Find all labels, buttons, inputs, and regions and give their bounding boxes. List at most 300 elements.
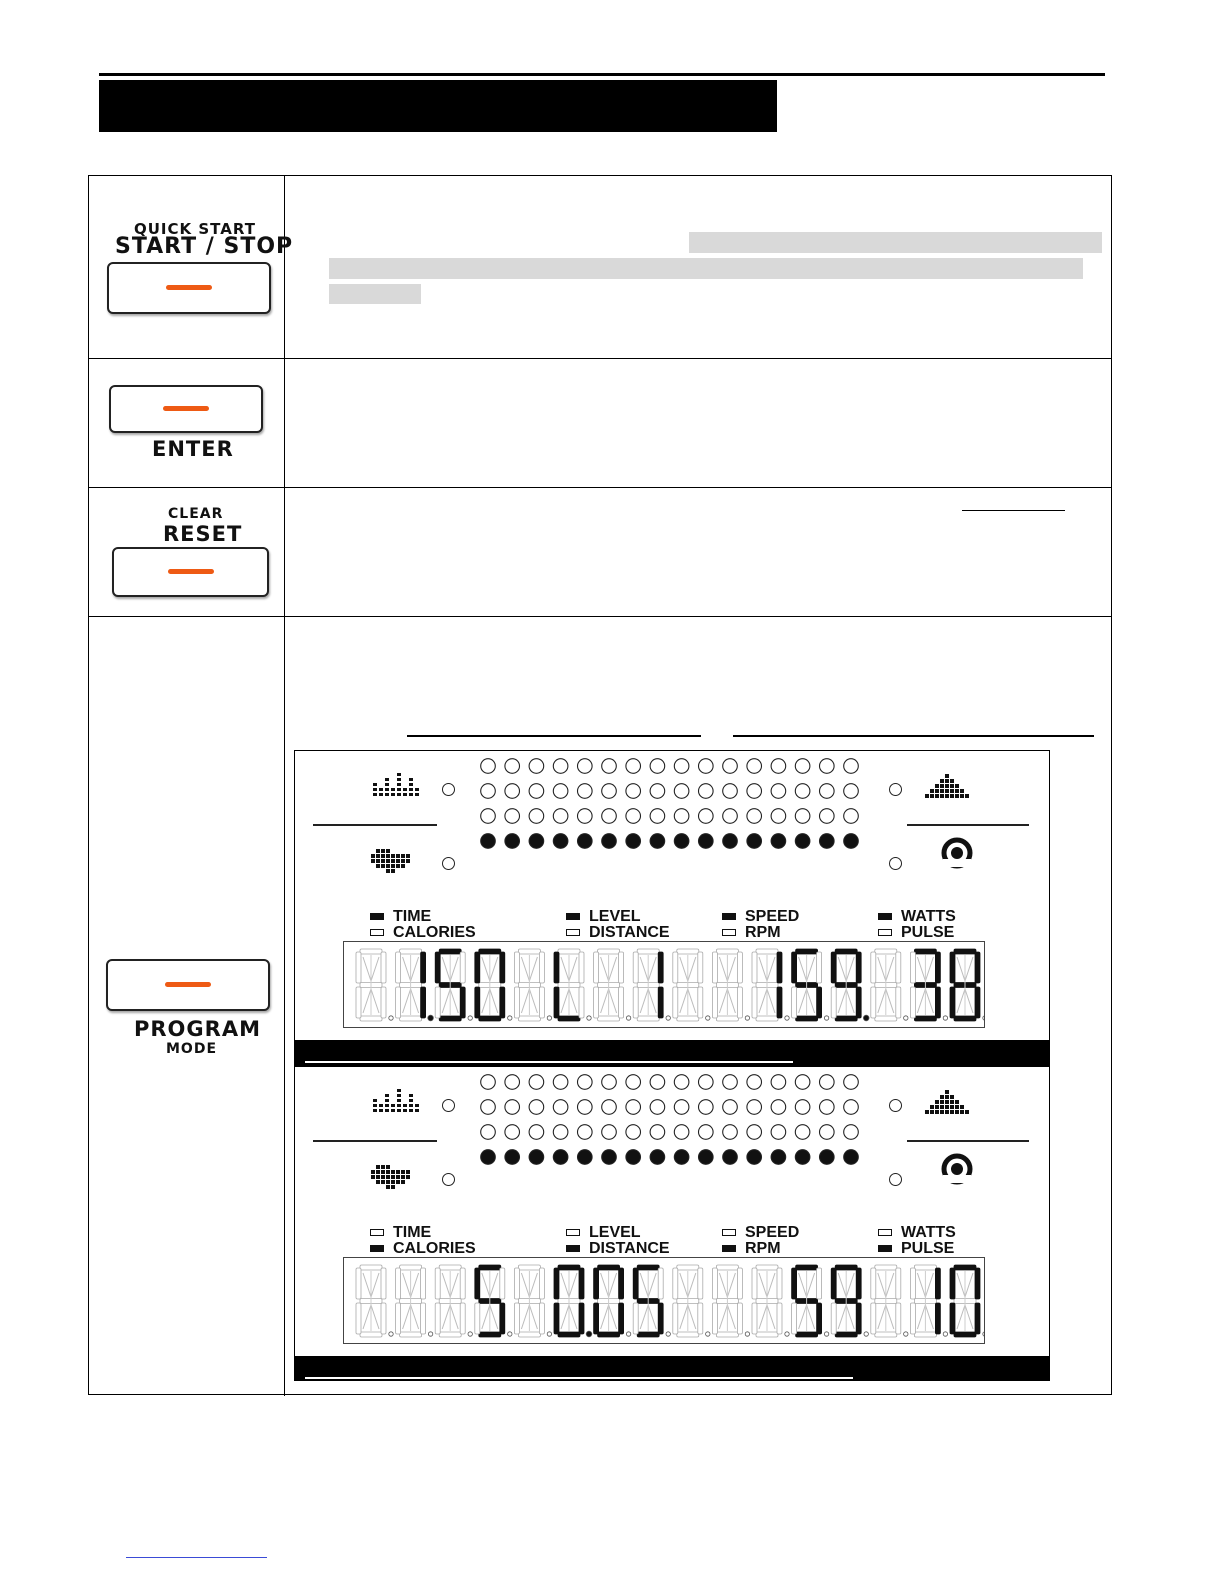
define-user-icon	[937, 837, 977, 873]
indicator-led	[722, 1245, 736, 1252]
profile-dot	[553, 784, 568, 799]
profile-dot	[723, 759, 738, 774]
caption-underline	[305, 1377, 853, 1379]
program-select-ring	[442, 857, 455, 870]
decimal-point	[586, 1331, 592, 1337]
profile-dot	[626, 1150, 641, 1165]
profile-dot	[844, 1075, 859, 1090]
profile-dot	[771, 1100, 786, 1115]
indicator-led	[878, 1229, 892, 1236]
profile-dot	[747, 1150, 762, 1165]
decimal-point	[863, 1015, 869, 1021]
profile-dot	[553, 1150, 568, 1165]
profile-dot	[578, 1100, 593, 1115]
indicator-label: SPEED	[745, 1224, 800, 1241]
highlight-line-1	[689, 232, 1102, 253]
profile-dot	[771, 834, 786, 849]
profile-dot	[602, 1150, 617, 1165]
lcd-digit	[554, 949, 584, 1021]
mode-label: MODE	[166, 1041, 218, 1057]
profile-dot	[844, 784, 859, 799]
profile-dot	[529, 1150, 544, 1165]
profile-dot	[674, 1100, 689, 1115]
enter-label: ENTER	[152, 437, 234, 461]
profile-dot	[795, 1125, 810, 1140]
profile-dot	[529, 1100, 544, 1115]
profile-dot	[602, 1100, 617, 1115]
profile-dot	[529, 759, 544, 774]
profile-dot	[820, 1100, 835, 1115]
caption-underline	[305, 1061, 793, 1063]
indicator-label: LEVEL	[589, 908, 641, 925]
profile-dot	[674, 809, 689, 824]
decimal-point	[547, 1016, 551, 1020]
interval-icon	[369, 767, 429, 797]
profile-dot	[699, 1125, 714, 1140]
start-stop-button[interactable]	[107, 262, 271, 314]
profile-dot	[650, 1075, 665, 1090]
indicator-label: CALORIES	[393, 924, 476, 941]
indicator-label: RPM	[745, 924, 781, 941]
profile-dot	[650, 809, 665, 824]
lcd-digit	[752, 949, 782, 1021]
indicator-led	[878, 1245, 892, 1252]
profile-dot	[602, 784, 617, 799]
decimal-point	[983, 1332, 984, 1336]
indicator-speed	[722, 1225, 799, 1241]
decimal-point	[904, 1016, 908, 1020]
program-select-ring	[889, 1099, 902, 1112]
footer-link-underline	[126, 1557, 267, 1558]
heart-rate-icon	[367, 845, 417, 875]
lcd-digit	[633, 1265, 663, 1337]
lcd-digit	[871, 1265, 901, 1337]
lcd-digit	[712, 949, 742, 1021]
profile-dot	[481, 1150, 496, 1165]
button-led	[163, 406, 209, 411]
define-user-icon	[937, 1153, 977, 1189]
profile-dot	[481, 784, 496, 799]
indicator-watts	[878, 909, 956, 925]
lcd-digit	[673, 1265, 703, 1337]
profile-dot	[529, 809, 544, 824]
profile-dot	[505, 1075, 520, 1090]
lcd-digit	[910, 1265, 940, 1337]
profile-dot	[626, 1125, 641, 1140]
program-separator	[313, 824, 437, 826]
lcd-digit	[396, 1265, 426, 1337]
indicator-label: WATTS	[901, 908, 956, 925]
program-select-ring	[889, 1173, 902, 1186]
profile-dot	[602, 834, 617, 849]
enter-button[interactable]	[109, 385, 263, 433]
profile-dot	[674, 834, 689, 849]
profile-dot	[699, 1075, 714, 1090]
profile-dot	[820, 784, 835, 799]
profile-dot	[481, 759, 496, 774]
decimal-point	[468, 1016, 472, 1020]
indicator-label: CALORIES	[393, 1240, 476, 1257]
indicator-calories	[370, 1241, 476, 1257]
profile-dot	[747, 809, 762, 824]
indicator-calories	[370, 925, 476, 941]
program-separator	[907, 1140, 1029, 1142]
profile-dot	[723, 1125, 738, 1140]
decimal-point	[626, 1016, 630, 1020]
profile-dot	[674, 1125, 689, 1140]
indicator-led	[722, 913, 736, 920]
clear-label: CLEAR	[168, 506, 224, 522]
button-cell	[89, 617, 285, 1396]
decimal-point	[943, 1016, 947, 1020]
profile-dot	[844, 809, 859, 824]
profile-dot	[795, 784, 810, 799]
indicator-distance	[566, 1241, 670, 1257]
profile-dot-matrix	[479, 755, 869, 859]
profile-dot	[747, 784, 762, 799]
profile-dot	[674, 1150, 689, 1165]
profile-dot	[578, 784, 593, 799]
button-cell	[89, 176, 294, 358]
program-select-ring	[442, 1173, 455, 1186]
profile-dot	[747, 834, 762, 849]
profile-dot	[699, 784, 714, 799]
lcd-display-1	[294, 750, 1050, 1066]
program-separator	[907, 824, 1029, 826]
lcd-digit	[356, 949, 386, 1021]
lcd-display-2	[294, 1066, 1050, 1381]
profile-dot	[820, 1150, 835, 1165]
indicator-led	[878, 929, 892, 936]
indicator-label: DISTANCE	[589, 924, 670, 941]
profile-dot	[699, 1100, 714, 1115]
lcd-digit	[752, 1265, 782, 1337]
lcd-digit	[594, 949, 624, 1021]
indicator-level	[566, 909, 641, 925]
profile-dot	[529, 1075, 544, 1090]
profile-dot	[820, 834, 835, 849]
indicator-level	[566, 1225, 641, 1241]
reset-button[interactable]	[112, 547, 269, 597]
decimal-point	[428, 1015, 434, 1021]
indicator-label: WATTS	[901, 1224, 956, 1241]
program-select-ring	[442, 1099, 455, 1112]
indicator-label: TIME	[393, 1224, 432, 1241]
button-led	[166, 285, 212, 290]
indicator-led	[566, 1229, 580, 1236]
lcd-digit	[831, 1265, 861, 1337]
profile-dot	[553, 1075, 568, 1090]
underline-mark	[733, 735, 1094, 737]
lcd-digit	[950, 949, 980, 1021]
profile-dot	[795, 809, 810, 824]
profile-dot	[602, 1075, 617, 1090]
profile-dot	[771, 809, 786, 824]
indicator-label: LEVEL	[589, 1224, 641, 1241]
profile-dot	[795, 1150, 810, 1165]
profile-dot	[505, 759, 520, 774]
profile-dot	[505, 1150, 520, 1165]
profile-dot	[747, 1125, 762, 1140]
profile-dot	[723, 1150, 738, 1165]
profile-dot	[553, 834, 568, 849]
panel-caption-band	[295, 1040, 1049, 1066]
indicator-led	[722, 1229, 736, 1236]
lcd-digit	[554, 1265, 584, 1337]
profile-dot	[626, 809, 641, 824]
profile-dot	[723, 1100, 738, 1115]
highlight-line-2	[329, 258, 1083, 279]
button-cell	[89, 359, 285, 487]
profile-dot	[699, 809, 714, 824]
profile-dot	[844, 759, 859, 774]
decimal-point	[508, 1332, 512, 1336]
program-button[interactable]	[106, 959, 270, 1011]
profile-dot	[578, 834, 593, 849]
profile-dot	[650, 1150, 665, 1165]
program-label: PROGRAM	[134, 1017, 261, 1041]
segment-display	[343, 941, 985, 1028]
profile-dot	[626, 1075, 641, 1090]
profile-dot	[578, 759, 593, 774]
highlight-line-3	[329, 284, 421, 304]
profile-dot	[529, 1125, 544, 1140]
indicator-label: DISTANCE	[589, 1240, 670, 1257]
segment-display	[343, 1257, 985, 1344]
indicator-label: SPEED	[745, 908, 800, 925]
indicator-rpm	[722, 1241, 781, 1257]
profile-dot	[626, 1100, 641, 1115]
profile-dot	[481, 809, 496, 824]
profile-dot	[650, 834, 665, 849]
lcd-digit	[950, 1265, 980, 1337]
profile-dot	[771, 1125, 786, 1140]
indicator-time	[370, 909, 431, 925]
profile-dot	[723, 809, 738, 824]
decimal-point	[508, 1016, 512, 1020]
underline-mark	[962, 510, 1065, 511]
decimal-point	[706, 1332, 710, 1336]
profile-dot	[650, 759, 665, 774]
profile-dot	[795, 1075, 810, 1090]
profile-dot	[820, 809, 835, 824]
profile-dot	[747, 1075, 762, 1090]
decimal-point	[389, 1016, 393, 1020]
button-cell	[89, 488, 285, 616]
profile-dot	[626, 784, 641, 799]
profile-dot	[650, 784, 665, 799]
profile-dot	[578, 1075, 593, 1090]
lcd-digit	[871, 949, 901, 1021]
lcd-digit	[475, 949, 505, 1021]
profile-dot	[553, 759, 568, 774]
decimal-point	[785, 1332, 789, 1336]
panel-caption-band	[295, 1356, 1049, 1381]
profile-dot	[795, 759, 810, 774]
profile-dot	[674, 784, 689, 799]
decimal-point	[824, 1332, 828, 1336]
profile-dot	[699, 834, 714, 849]
profile-dot	[723, 834, 738, 849]
lcd-digit	[673, 949, 703, 1021]
row-start-stop	[89, 176, 1111, 359]
profile-dot	[844, 1150, 859, 1165]
indicator-led	[566, 929, 580, 936]
profile-dot	[481, 1100, 496, 1115]
profile-dot	[844, 1125, 859, 1140]
profile-dot	[723, 1075, 738, 1090]
lcd-digit	[712, 1265, 742, 1337]
decimal-point	[706, 1016, 710, 1020]
mountain-icon	[921, 767, 981, 799]
profile-dot	[820, 1125, 835, 1140]
decimal-point	[666, 1332, 670, 1336]
section-title-bar	[99, 80, 777, 132]
header-rule	[99, 73, 1105, 76]
profile-dot	[795, 834, 810, 849]
profile-dot	[674, 759, 689, 774]
profile-dot	[626, 759, 641, 774]
decimal-point	[587, 1016, 591, 1020]
decimal-point	[389, 1332, 393, 1336]
lcd-digit	[356, 1265, 386, 1337]
mountain-icon	[921, 1083, 981, 1115]
program-select-ring	[889, 857, 902, 870]
profile-dot	[723, 784, 738, 799]
indicator-watts	[878, 1225, 956, 1241]
profile-dot	[553, 1100, 568, 1115]
program-select-ring	[889, 783, 902, 796]
profile-dot	[771, 784, 786, 799]
decimal-point	[745, 1016, 749, 1020]
profile-dot-matrix	[479, 1071, 869, 1175]
profile-dot	[820, 759, 835, 774]
profile-dot	[699, 1150, 714, 1165]
profile-dot	[602, 1125, 617, 1140]
decimal-point	[904, 1332, 908, 1336]
indicator-pulse	[878, 925, 954, 941]
profile-dot	[481, 834, 496, 849]
decimal-point	[666, 1016, 670, 1020]
lcd-digit	[475, 1265, 505, 1337]
underline-mark	[407, 735, 701, 737]
profile-dot	[820, 1075, 835, 1090]
profile-dot	[650, 1125, 665, 1140]
lcd-digit	[792, 949, 822, 1021]
indicator-pulse	[878, 1241, 954, 1257]
indicator-led	[370, 929, 384, 936]
lcd-digit	[514, 1265, 544, 1337]
decimal-point	[943, 1332, 947, 1336]
profile-dot	[505, 834, 520, 849]
profile-dot	[578, 809, 593, 824]
profile-dot	[747, 759, 762, 774]
profile-dot	[553, 1125, 568, 1140]
profile-dot	[578, 1150, 593, 1165]
indicator-speed	[722, 909, 799, 925]
lcd-digit	[435, 1265, 465, 1337]
indicator-led	[566, 1245, 580, 1252]
indicator-time	[370, 1225, 431, 1241]
profile-dot	[699, 759, 714, 774]
decimal-point	[547, 1332, 551, 1336]
program-separator	[313, 1140, 437, 1142]
profile-dot	[626, 834, 641, 849]
profile-dot	[771, 1150, 786, 1165]
lcd-digit	[594, 1265, 624, 1337]
profile-dot	[747, 1100, 762, 1115]
lcd-digit	[396, 949, 426, 1021]
profile-dot	[771, 1075, 786, 1090]
profile-dot	[553, 809, 568, 824]
indicator-led	[722, 929, 736, 936]
profile-dot	[771, 759, 786, 774]
profile-dot	[505, 1125, 520, 1140]
lcd-digit	[831, 949, 861, 1021]
segment-digits	[344, 942, 984, 1027]
decimal-point	[626, 1332, 630, 1336]
indicator-label: TIME	[393, 908, 432, 925]
start-stop-label: START / STOP	[115, 234, 294, 259]
profile-dot	[602, 759, 617, 774]
profile-dot	[529, 784, 544, 799]
profile-dot	[505, 784, 520, 799]
segment-digits	[344, 1258, 984, 1343]
button-led	[165, 982, 211, 987]
program-select-ring	[442, 783, 455, 796]
lcd-digit	[435, 949, 465, 1021]
indicator-led	[370, 913, 384, 920]
indicator-led	[370, 1229, 384, 1236]
decimal-point	[983, 1016, 984, 1020]
decimal-point	[824, 1016, 828, 1020]
profile-dot	[795, 1100, 810, 1115]
profile-dot	[481, 1075, 496, 1090]
lcd-digit	[633, 949, 663, 1021]
button-led	[168, 569, 214, 574]
quick-start-label: QUICK START	[134, 220, 256, 238]
profile-dot	[674, 1075, 689, 1090]
profile-dot	[481, 1125, 496, 1140]
indicator-rpm	[722, 925, 781, 941]
row-enter	[89, 359, 1111, 488]
indicator-led	[566, 913, 580, 920]
decimal-point	[785, 1016, 789, 1020]
profile-dot	[505, 809, 520, 824]
row-reset	[89, 488, 1111, 617]
indicator-distance	[566, 925, 670, 941]
indicator-label: PULSE	[901, 1240, 955, 1257]
interval-icon	[369, 1083, 429, 1113]
profile-dot	[650, 1100, 665, 1115]
indicator-label: RPM	[745, 1240, 781, 1257]
decimal-point	[428, 1332, 432, 1336]
decimal-point	[864, 1332, 868, 1336]
indicator-led	[878, 913, 892, 920]
decimal-point	[745, 1332, 749, 1336]
lcd-digit	[910, 949, 940, 1021]
profile-dot	[844, 834, 859, 849]
decimal-point	[468, 1332, 472, 1336]
indicator-label: PULSE	[901, 924, 955, 941]
lcd-digit	[514, 949, 544, 1021]
profile-dot	[602, 809, 617, 824]
indicator-led	[370, 1245, 384, 1252]
profile-dot	[844, 1100, 859, 1115]
heart-rate-icon	[367, 1161, 417, 1191]
reset-label: RESET	[163, 522, 243, 546]
profile-dot	[578, 1125, 593, 1140]
